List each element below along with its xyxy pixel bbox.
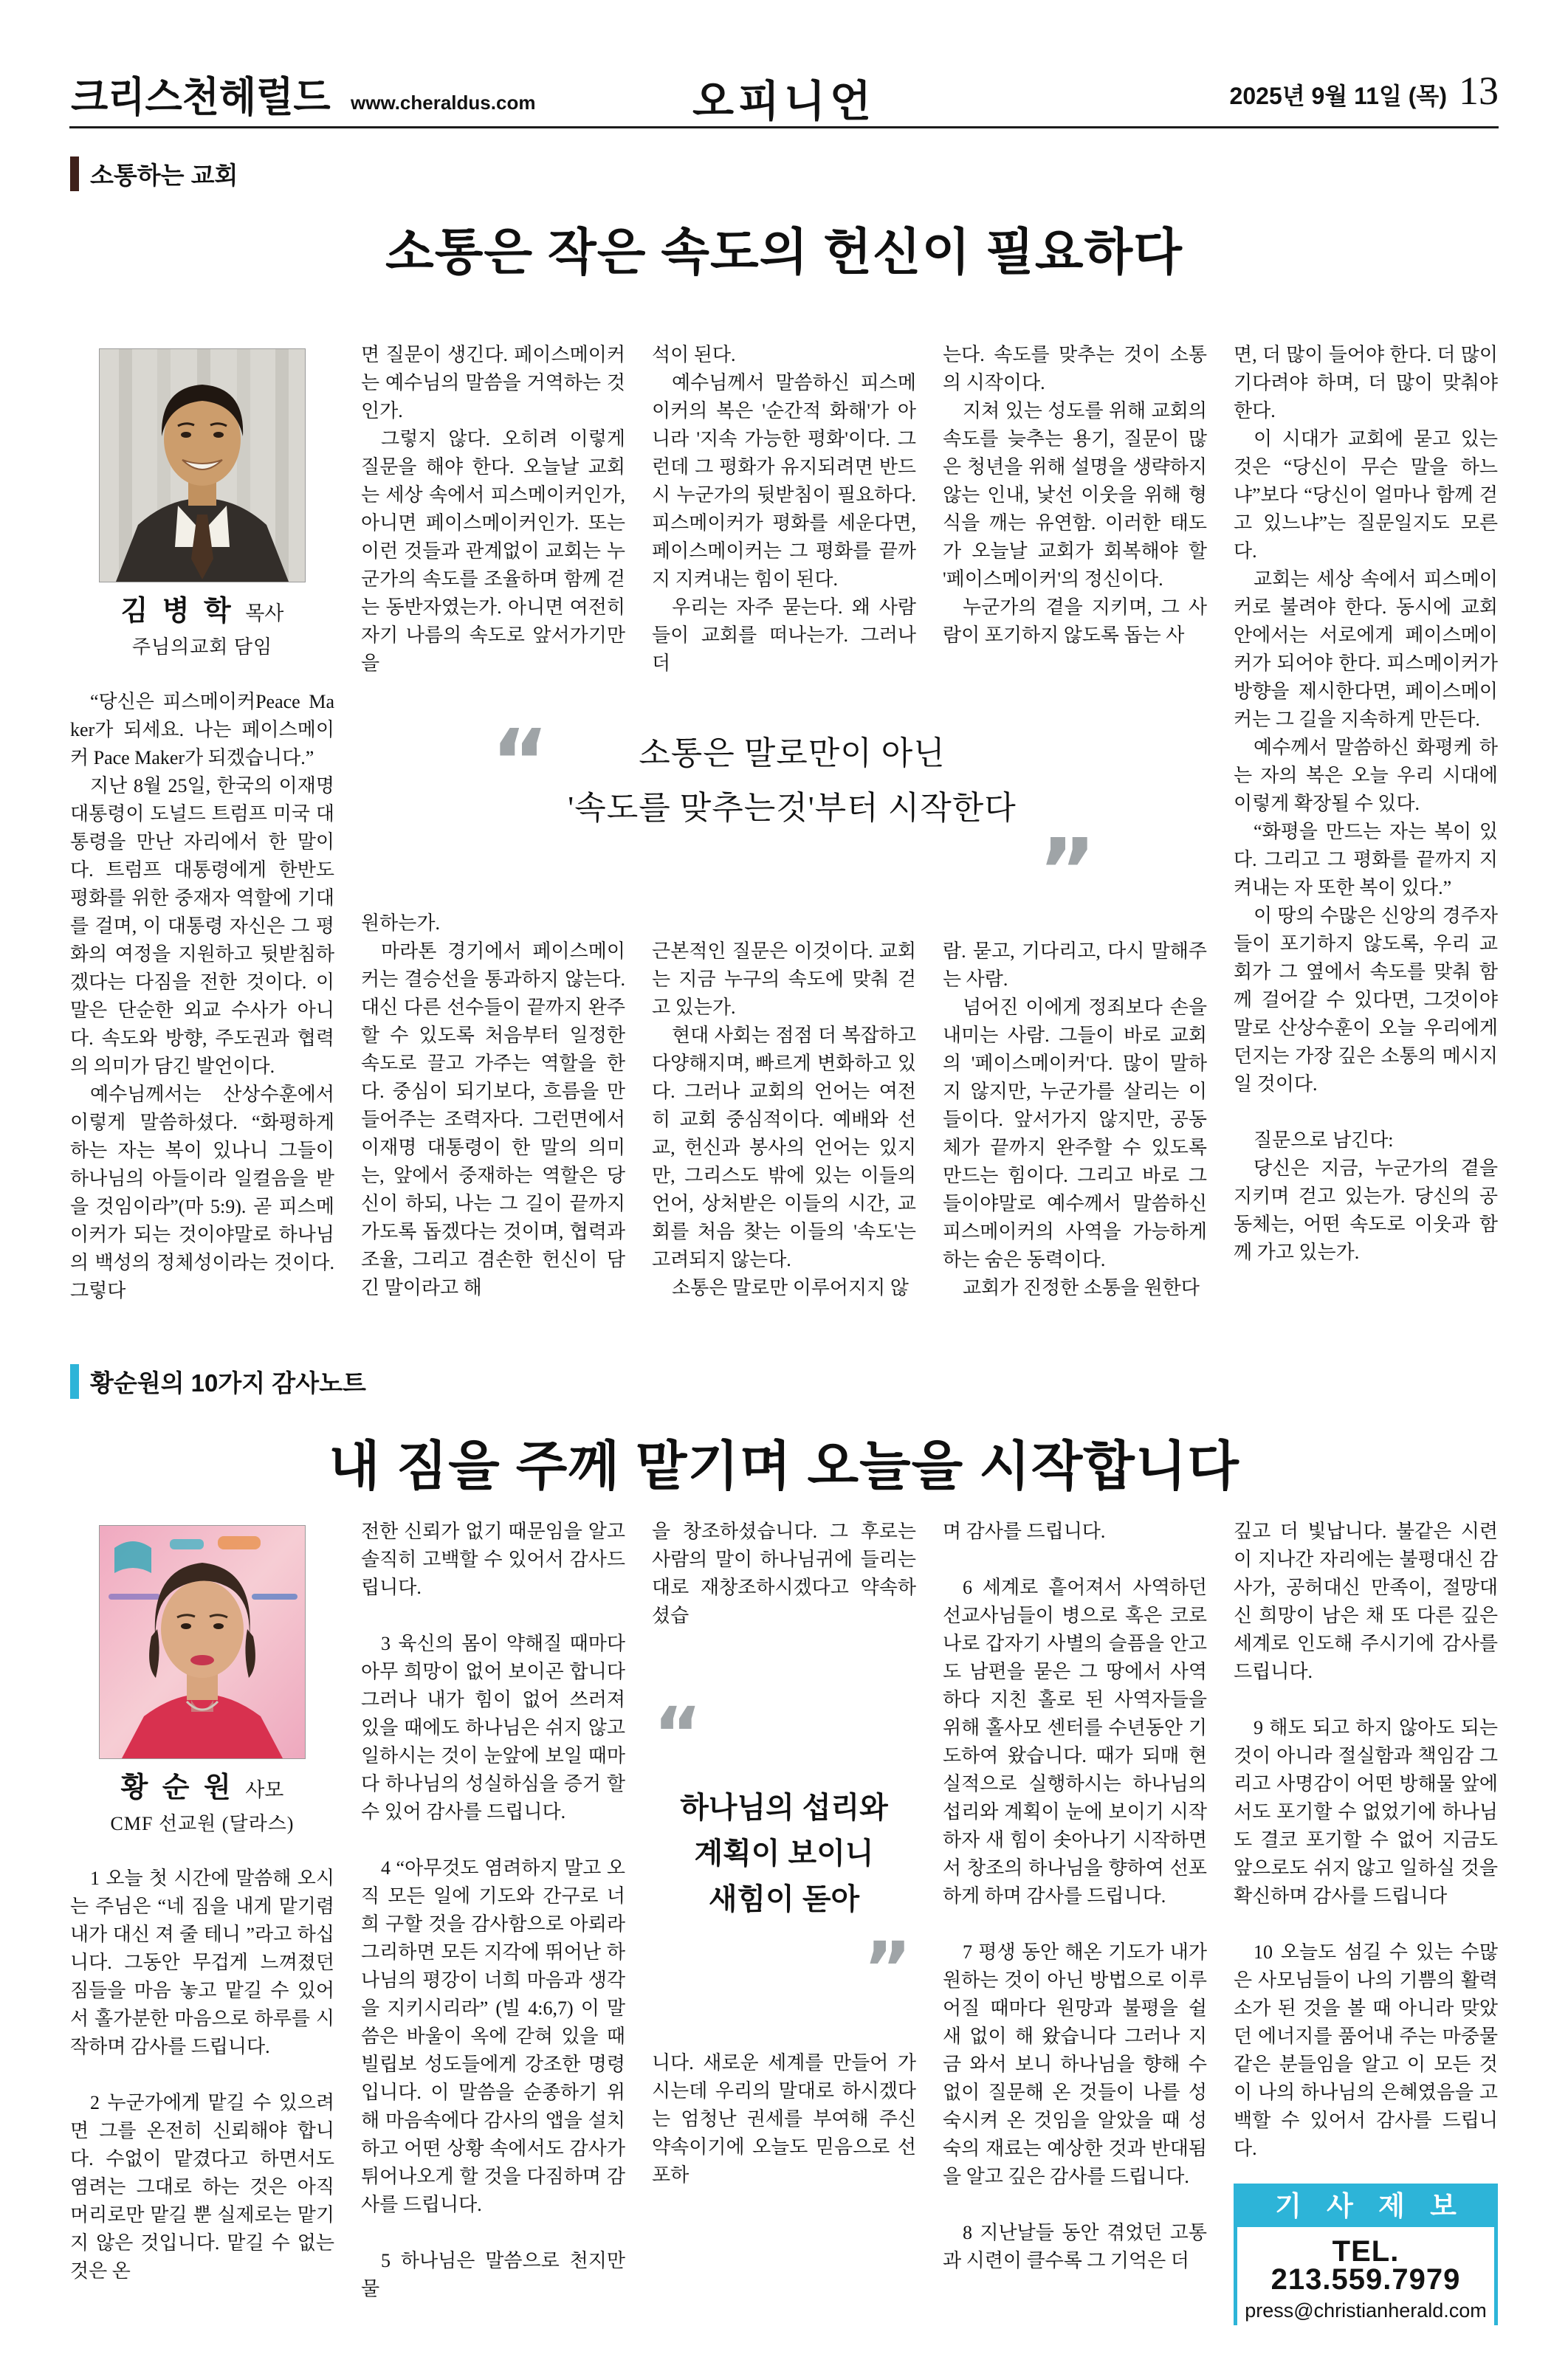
author-name-text: 황 순 원: [120, 1772, 235, 1803]
article-paragraph: 소통은 말로만 이루어지지 않: [672, 1277, 909, 1298]
article-paragraph: 예수님께서 말씀하신 피스메이커의 복은 '순간적 화해'가 아니라 '지속 가능한 평화'이다. 그런데 그 평화가 유지되려면 반드시 누군가의 뒷받침이 필요하다. 피스메이커가 평화를 세운다면, 페이스메이커는 그 평화를 끝까지 지켜내는 힘이 된다.: [652, 372, 916, 590]
article1-column5: [1234, 341, 1498, 1302]
author-title-text: 목사: [245, 602, 284, 624]
close-quote-icon: ”: [1038, 821, 1096, 923]
article-paragraph: 5 하나님은 말씀으로 천지만물: [361, 2250, 625, 2299]
article1-author-column: [70, 341, 334, 1302]
article1-kicker: [70, 156, 238, 191]
tip-box-title: 기 사 제 보: [1237, 2187, 1494, 2227]
section-title: 오피니언: [692, 78, 876, 125]
author-photo-kim: [70, 348, 334, 582]
article2-column2: [361, 1518, 625, 2325]
article-paragraph: 그렇지 않다. 오히려 이렇게 질문을 해야 한다. 오늘날 교회는 세상 속에서 피스메이커인가, 아니면 페이스메이커인가. 또는 이런 것들과 관계없이 교회는 누군가의 속도를 조율하며 함께 걷는 동반자였는가. 아니면 여전히 자기 나름의 속도로 앞서가기만을: [361, 428, 625, 674]
article-paragraph: 현대 사회는 점점 더 복잡하고 다양해지며, 빠르게 변화하고 있다. 그러나 교회의 언어는 여전히 교회 중심적이다. 예배와 선교, 헌신과 봉사의 언어는 있지만, 그리스도 밖에 있는 이들의 언어, 상처받은 이들의 시간, 교회를 처음 찾는 이들의 '속도'는 고려되지 않는다.: [652, 1025, 916, 1270]
article2-author-affiliation: CMF 선교원 (달라스): [110, 1813, 295, 1834]
article-paragraph: 교회는 세상 속에서 피스메이커로 불려야 한다. 동시에 교회 안에서는 서로에게 페이스메이커가 되어야 한다. 피스메이커가 방향을 제시한다면, 페이스메이커는 그 길을 지속하게 만든다.: [1234, 568, 1498, 730]
article-paragraph: 이 시대가 교회에 묻고 있는 것은 “당신이 무슨 말을 하느냐”보다 “당신이 얼마나 함께 걷고 있느냐”는 질문일지도 모른다.: [1234, 428, 1498, 562]
article1-pull-quote: [485, 688, 1099, 923]
header-rule: [69, 126, 1499, 128]
article-paragraph: 지쳐 있는 성도를 위해 교회의 속도를 늦추는 용기, 질문이 많은 청년을 위해 설명을 생략하지 않는 인내, 낯선 이웃을 위해 형식을 깨는 유연함. 이러한 태도가 오늘날 교회가 회복해야 할 '페이스메이커'의 정신이다.: [943, 400, 1207, 590]
article-paragraph: 근본적인 질문은 이것이다. 교회는 지금 누구의 속도에 맞춰 걷고 있는가.: [652, 940, 916, 1018]
article-paragraph: 니다. 새로운 세계를 만들어 가시는데 우리의 말대로 하시겠다는 엄청난 권세를 부여해 주신 약속이기에 오늘도 믿음으로 선포하: [652, 2052, 916, 2186]
pull-quote-line: 새힘이 돋아: [708, 1883, 860, 1916]
article2-headline: 내 짐을 주께 맡기며 오늘을 시작합니다: [329, 1437, 1239, 1496]
author-name-text: 김 병 학: [120, 596, 235, 627]
article-paragraph: 마라톤 경기에서 페이스메이커는 결승선을 통과하지 않는다. 대신 다른 선수들이 끝까지 완주할 수 있도록 처음부터 일정한 속도로 끌고 가주는 역할을 한다. 중심이 되기보다, 흐름을 만들어주는 조력자다. 그런면에서 이재명 대통령이 한 말의 의미는, 앞에서 중재하는 역할은 당신이 하되, 나는 그 길이 끝까지 가도록 돕겠다는 것이며, 협력과 조율, 그리고 겸손한 헌신이 담긴 말이라고 해: [361, 940, 625, 1298]
article1-col1-text: [70, 688, 334, 1302]
article-paragraph: 6 세계로 흩어져서 사역하던 선교사님들이 병으로 혹은 코로나로 갑자기 사별의 슬픔을 안고도 남편을 묻은 그 땅에서 사역하다 지친 홀로 된 사역자들을 위해 홀사모 센터를 수년동안 기도하여 왔습니다. 때가 되매 현실적으로 실행하시는 하나님의 섭리와 계획이 눈에 보이기 시작하자 새 힘이 솟아나기 시작하면서 창조의 하나님을 향하여 선포하게 하며 감사를 드립니다.: [943, 1577, 1207, 1907]
article2-body: [70, 1518, 1498, 2325]
article-paragraph: 이 땅의 수많은 신앙의 경주자들이 포기하지 않도록, 우리 교회가 그 옆에서 속도를 맞춰 함께 걸어갈 수 있다면, 그것이야말로 산상수훈이 오늘 우리에게 던지는 가장 깊은 소통의 메시지일 것이다.: [1234, 905, 1498, 1095]
article-paragraph: 예수께서 말씀하신 화평케 하는 자의 복은 오늘 우리 시대에 이렇게 확장될 수 있다.: [1234, 737, 1498, 814]
article-paragraph: 전한 신뢰가 없기 때문임을 알고 솔직히 고백할 수 있어서 감사드립니다.: [361, 1521, 625, 1598]
article-paragraph: 면 질문이 생긴다. 페이스메이커는 예수님의 말씀을 거역하는 것인가.: [361, 344, 625, 421]
kicker-bar-icon: [70, 1364, 79, 1399]
article-paragraph: 람. 묻고, 기다리고, 다시 말해주는 사람.: [943, 940, 1207, 990]
article-paragraph: 는다. 속도를 맞추는 것이 소통의 시작이다.: [943, 344, 1207, 393]
article2-col1-text: [70, 1865, 334, 2285]
tip-box-phone: TEL. 213.559.7979: [1270, 2235, 1461, 2296]
article1-body: [70, 341, 1498, 1302]
article-paragraph: 8 지난날들 동안 겪었던 고통과 시련이 클수록 그 기억은 더: [943, 2222, 1207, 2271]
article2-author-column: [70, 1518, 334, 2325]
tip-box-email: press@christianherald.com: [1245, 2299, 1487, 2322]
article-paragraph: 질문으로 남긴다:: [1254, 1129, 1394, 1151]
article-paragraph: 지난 8월 25일, 한국의 이재명 대통령이 도널드 트럼프 미국 대통령을 만난 자리에서 한 말이다. 트럼프 대통령에게 한반도 평화를 위한 중재자 역할에 기대를 걸며, 이 대통령 자신은 그 평화의 여정을 지원하고 뒷받침하겠다는 다짐을 전한 것이다. 이 말은 단순한 외교 수사가 아니다. 속도와 방향, 주도권과 협력의 의미가 담긴 발언이다.: [70, 775, 334, 1077]
article-paragraph: 며 감사를 드립니다.: [943, 1521, 1106, 1542]
article2-kicker: [70, 1364, 366, 1399]
article-paragraph: 3 육신의 몸이 약해질 때마다 아무 희망이 없어 보이곤 합니다 그러나 내가 힘이 없어 쓰러져 있을 때에도 하나님은 쉬지 않고 일하시는 것이 눈앞에 보일 때마다 하나님의 성실하심을 증거 할 수 있어 감사를 드립니다.: [361, 1633, 625, 1823]
article-paragraph: “당신은 피스메이커Peace Maker가 되세요. 나는 페이스메이커 Pace Maker가 되겠습니다.”: [70, 691, 334, 768]
author-photo-hwang: [70, 1525, 334, 1759]
article-paragraph: 누군가의 곁을 지키며, 그 사람이 포기하지 않도록 돕는 사: [943, 596, 1207, 646]
author-title-text: 사모: [245, 1779, 284, 1801]
article1-author-name: [70, 597, 334, 627]
news-tip-box: [1234, 2184, 1498, 2325]
pastor-portrait-illustration: [99, 348, 306, 582]
article-paragraph: 예수님께서는 산상수훈에서 이렇게 말씀하셨다. “화평하게 하는 자는 복이 있나니 그들이 하나님의 아들이라 일컬음을 받을 것임이라”(마 5:9). 곧 피스메이커가 되는 것이야말로 하나님의 백성의 정체성이라는 것이다. 그렇다: [70, 1084, 334, 1301]
article-paragraph: 7 평생 동안 해온 기도가 내가 원하는 것이 아닌 방법으로 이루어질 때마다 원망과 불평을 쉴 새 없이 해 왔습니다 그러나 지금 와서 보니 하나님을 향해 수없이 질문해 온 것들이 나를 성숙시켜 온 것임을 알았을 때 성숙의 재료는 예상한 것과 반대됨을 알고 깊은 감사를 드립니다.: [943, 1941, 1207, 2187]
article-paragraph: 교회가 진정한 소통을 원한다: [963, 1277, 1200, 1298]
close-quote-icon: ”: [863, 1926, 912, 2012]
article-paragraph: 원하는가.: [361, 912, 440, 934]
article2-author-name: [70, 1774, 334, 1804]
article-paragraph: 2 누군가에게 맡길 수 있으려면 그를 온전히 신뢰해야 합니다. 수없이 맡겼다고 하면서도 염려는 그대로 하는 것은 아직 머리로만 맡길 뿐 실제로는 맡기지 않은 것입니다. 맡길 수 없는 것은 온: [70, 2092, 334, 2282]
article-paragraph: 우리는 자주 묻는다. 왜 사람들이 교회를 떠나는가. 그러나 더: [652, 596, 916, 674]
article-paragraph: 깊고 더 빛납니다. 불같은 시련이 지나간 자리에는 불평대신 감사가, 공허대신 만족이, 절망대신 희망이 남은 채 또 다른 깊은 세계로 인도해 주시기에 감사를 드립니다.: [1234, 1521, 1498, 1682]
article-paragraph: 10 오늘도 섬길 수 있는 수많은 사모님들이 나의 기쁨의 활력소가 된 것을 볼 때 아니라 맞았던 에너지를 품어내 주는 마중물 같은 분들임을 알고 이 모든 것이 나의 하나님의 은혜였음을 고백할 수 있어서 감사를 드립니다.: [1234, 1941, 1498, 2159]
article-paragraph: 1 오늘 첫 시간에 말씀해 오시는 주님은 “네 짐을 내게 맡기렴 내가 대신 져 줄 테니 ”라고 하십니다. 그동안 무겁게 느껴졌던 짐들을 마음 놓고 맡길 수 있어서 홀가분한 마음으로 하루를 시작하며 감사를 드립니다.: [70, 1868, 334, 2057]
article2-column5: [1234, 1518, 1498, 2325]
masthead-website: www.cheraldus.com: [351, 92, 536, 114]
article2-column4: [943, 1518, 1207, 2325]
article2-pull-quote: [652, 1691, 916, 2012]
article1-author-affiliation: 주님의교회 담임: [131, 636, 273, 658]
article-paragraph: 을 창조하셨습니다. 그 후로는 사람의 말이 하나님귀에 들리는 대로 재창조하시겠다고 약속하셨습: [652, 1521, 916, 1626]
article1-headline: 소통은 작은 속도의 헌신이 필요하다: [385, 224, 1183, 281]
open-quote-icon: “: [491, 712, 549, 814]
pull-quote-line: 하나님의 섭리와: [680, 1792, 888, 1824]
pull-quote-line: 계획이 보이니: [694, 1837, 874, 1870]
article-paragraph: “화평을 만드는 자는 복이 있다. 그리고 그 평화를 끝까지 지켜내는 자 또한 복이 있다.”: [1234, 821, 1498, 898]
page-number: 13: [1459, 69, 1499, 113]
article-paragraph: 석이 된다.: [652, 344, 736, 365]
pull-quote-line: 소통은 말로만이 아닌: [639, 735, 946, 771]
article1-kicker-label: 소통하는 교회: [90, 162, 238, 189]
article-paragraph: 넘어진 이에게 정죄보다 손을 내미는 사람. 그들이 바로 교회의 '페이스메이커'다. 많이 말하지 않지만, 누군가를 살리는 이들이다. 앞서가지 않지만, 공동체가 끝까지 완주할 수 있도록 만드는 힘이다. 그리고 바로 그들이야말로 예수께서 말씀하신 피스메이커의 사역을 가능하게 하는 숨은 동력이다.: [943, 997, 1207, 1270]
article-paragraph: 당신은 지금, 누군가의 곁을 지키며 걷고 있는가. 당신의 공동체는, 어떤 속도로 이웃과 함께 가고 있는가.: [1234, 1157, 1498, 1263]
pull-quote-line: '속도를 맞추는것'부터 시작한다: [568, 790, 1017, 826]
article-paragraph: 면, 더 많이 들어야 한다. 더 많이 기다려야 하며, 더 많이 맞춰야 한다.: [1234, 344, 1498, 421]
article-paragraph: 9 해도 되고 하지 않아도 되는 것이 아니라 절실함과 책임감 그리고 사명감이 어떤 방해물 앞에서도 포기할 수 없었기에 하나님도 결코 포기할 수 없어 지금도 앞으로도 쉬지 않고 일하실 것을 확신하며 감사를 드립니다: [1234, 1717, 1498, 1907]
article2-column3: [652, 1518, 916, 2325]
missionary-portrait-illustration: [99, 1525, 306, 1759]
tip-box-body: [1237, 2227, 1494, 2325]
open-quote-icon: “: [653, 1691, 702, 1778]
article2-kicker-label: 황순원의 10가지 감사노트: [90, 1369, 366, 1397]
pull-quote-text: [541, 726, 1043, 836]
kicker-bar-icon: [70, 156, 79, 191]
dateline: [1230, 71, 1499, 111]
masthead-logo: 크리스천헤럴드: [71, 75, 331, 121]
issue-date: 2025년 9월 11일 (목): [1229, 83, 1447, 109]
article-paragraph: 4 “아무것도 염려하지 말고 오직 모든 일에 기도와 간구로 너희 구할 것을 감사함으로 아뢰라 그리하면 모든 지각에 뛰어난 하나님의 평강이 너희 마음과 생각을 지키시리라” (빌 4:6,7) 이 말씀은 바울이 옥에 갇혀 있을 때 빌립보 성도들에게 강조한 명령입니다. 이 말씀을 순종하기 위해 마음속에다 감사의 앱을 설치하고 어떤 상황 속에서도 감사가 튀어나오게 할 것을 다짐하며 감사를 드립니다.: [361, 1857, 625, 2215]
